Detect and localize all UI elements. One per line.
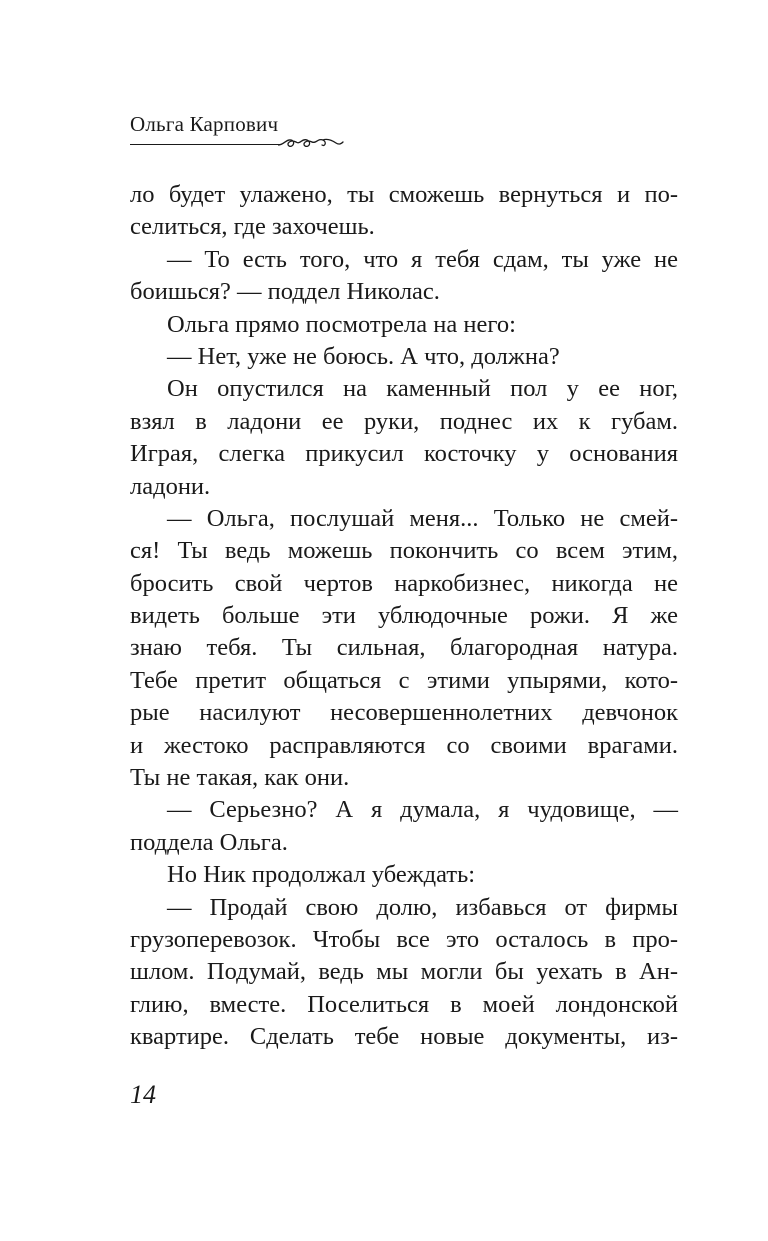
text-line: селиться, где захочешь. bbox=[130, 213, 375, 241]
text-line: Играя, слегка прикусил косточку у основания bbox=[130, 440, 678, 468]
text-line: ладони. bbox=[130, 472, 211, 500]
text-line: ся! Ты ведь можешь покончить со всем этим, bbox=[130, 537, 678, 565]
text-line: — Ольга, послушай меня... Только не смей- bbox=[167, 504, 678, 532]
text-line: — Продай свою долю, избавься от фирмы bbox=[167, 893, 678, 921]
text-line: Он опустился на каменный пол у ее ног, bbox=[167, 375, 678, 403]
text-line: бросить свой чертов наркобизнес, никогда не bbox=[130, 569, 678, 597]
text-line: поддела Ольга. bbox=[130, 828, 288, 856]
text-line: шлом. Подумай, ведь мы могли бы уехать в Ан- bbox=[130, 958, 678, 986]
page-number: 14 bbox=[130, 1080, 156, 1109]
text-line: видеть больше эти ублюдочные рожи. Я же bbox=[130, 602, 678, 630]
text-line: Ты не такая, как они. bbox=[130, 764, 350, 792]
text-line: Но Ник продолжал убеждать: bbox=[167, 861, 476, 889]
header-rule bbox=[130, 144, 280, 145]
text-line: — То есть того, что я тебя сдам, ты уже не bbox=[167, 245, 678, 273]
text-line: Тебе претит общаться с этими упырями, кото- bbox=[130, 666, 678, 694]
text-line: Ольга прямо посмотрела на него: bbox=[167, 310, 516, 338]
text-line: глию, вместе. Поселиться в моей лондонской bbox=[130, 990, 678, 1018]
flourish-ornament-icon bbox=[278, 134, 344, 152]
text-line: взял в ладони ее руки, поднес их к губам. bbox=[130, 407, 678, 435]
author-name: Ольга Карпович bbox=[130, 112, 279, 136]
text-line: — Серьезно? А я думала, я чудовище, — bbox=[167, 796, 678, 824]
text-line: рые насилуют несовершеннолетних девчонок bbox=[130, 699, 678, 727]
text-line: — Нет, уже не боюсь. А что, должна? bbox=[167, 342, 560, 370]
text-line: квартире. Сделать тебе новые документы, из- bbox=[130, 1023, 678, 1051]
text-line: боишься? — поддел Николас. bbox=[130, 278, 440, 306]
text-line: грузоперевозок. Чтобы все это осталось в про- bbox=[130, 925, 678, 953]
text-line: знаю тебя. Ты сильная, благородная натура. bbox=[130, 634, 678, 662]
text-line: и жестоко расправляются со своими врагами. bbox=[130, 731, 678, 759]
body-text bbox=[130, 179, 678, 1054]
running-head bbox=[130, 112, 350, 152]
text-line: ло будет улажено, ты сможешь вернуться и по- bbox=[130, 181, 678, 208]
